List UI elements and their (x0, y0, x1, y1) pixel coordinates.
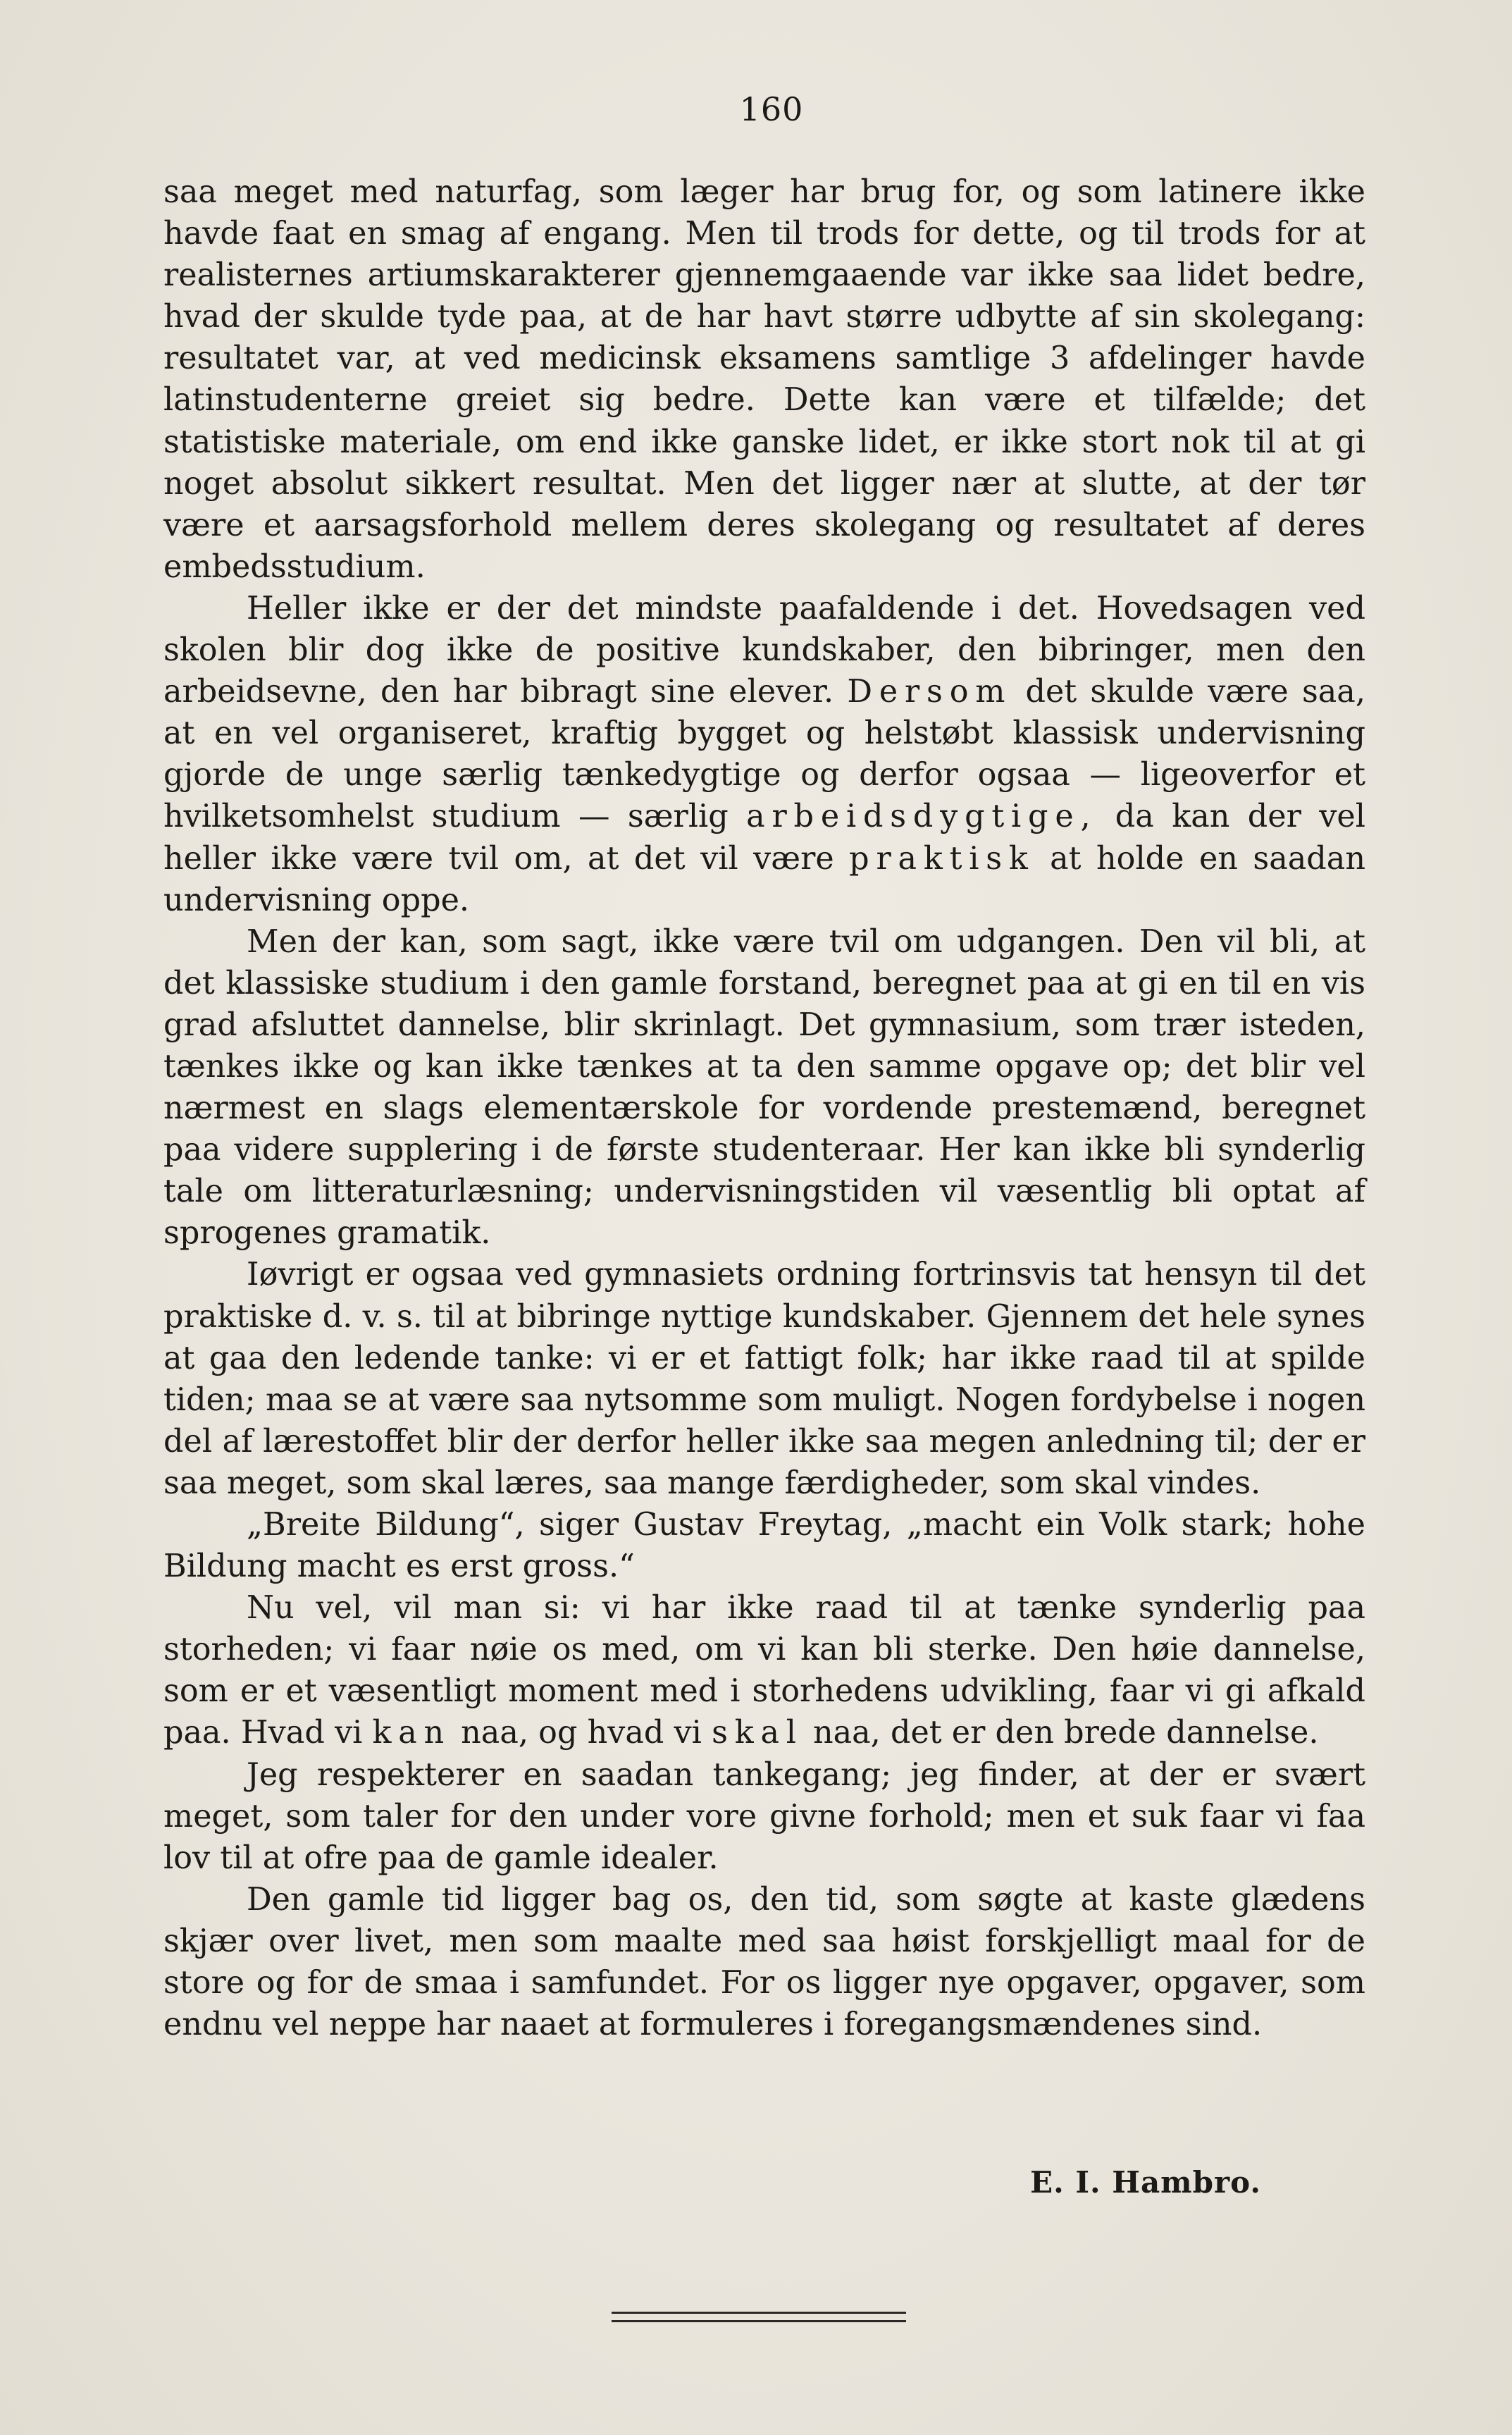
paragraph (163, 921, 1365, 1255)
author-signature: E. I. Hambro. (1030, 2165, 1261, 2200)
paragraph (163, 1504, 1365, 1587)
paragraph (163, 1587, 1365, 1753)
text-run: Den gamle tid ligger bag os, den tid, som søgte at kaste glædens skjær over livet, men som maalte med saa høist forskjelligt maal for de store og for de smaa i samfundet. For os ligger nye opgaver, opgaver, som endnu vel neppe har naaet at formuleres i foregangsmændenes sind. (163, 1881, 1365, 2043)
page-number: 160 (739, 90, 804, 128)
text-run: det skulde være saa, at en vel organiseret, kraftig bygget og helstøbt klassisk undervisning gjorde de unge særlig tænkedygtige og derfor ogsaa — ligeoverfor et hvilketsomhelst studium — særlig (163, 674, 1365, 835)
text-run: Iøvrigt er ogsaa ved gymnasiets ordning fortrinsvis tat hensyn til det praktiske d. v. s. til at bibringe nyttige kundskaber. Gjennem det hele synes at gaa den ledende tanke: vi er et fattigt folk; har ikke raad til at spilde tiden; maa se at være saa nytsomme som muligt. Nogen fordybelse i nogen del af lærestoffet blir der derfor heller ikke saa megen anledning til; der er saa meget, som skal læres, saa mange færdigheder, som skal vindes. (163, 1257, 1365, 1501)
text-run: saa meget med naturfag, som læger har brug for, og som latinere ikke havde faat en smag af engang. Men til trods for dette, og til trods for at realisternes artiumskarakterer gjennemgaaende var ikke saa lidet bedre, hvad der skulde tyde paa, at de har havt større udbytte af sin skolegang: resultatet var, at ved medicinsk eksamens samtlige 3 afdelinger havde latinstudenterne greiet sig bedre. Dette kan være et tilfælde; det statistiske materiale, om end ikke ganske lidet, er ikke stort nok til at gi noget absolut sikkert resultat. Men det ligger nær at slutte, at der tør være et aarsagsforhold mellem deres skolegang og resultatet af deres embedsstudium. (163, 174, 1365, 585)
article-body (163, 171, 1365, 2045)
text-run: Men der kan, som sagt, ikke være tvil om udgangen. Den vil bli, at det klassiske studium i den gamle forstand, beregnet paa at gi en til en vis grad afsluttet dannelse, blir skrinlagt. Det gymnasium, som trær isteden, tænkes ikke og kan ikke tænkes at ta den samme opgave op; det blir vel nærmest en slags elementærskole for vordende prestemænd, beregnet paa videre supplering i de første studenteraar. Her kan ikke bli synderlig tale om litteraturlæsning; undervisningstiden vil væsentlig bli optat af sprogenes gramatik. (163, 923, 1365, 1252)
text-run: naa, det er den brede dannelse. (803, 1715, 1319, 1751)
emphasized-text: arbeidsdygtige, (746, 799, 1098, 835)
paragraph (163, 171, 1365, 588)
text-run: Nu vel, vil man si: vi har ikke raad til at tænke synderlig paa storheden; vi faar nøie os med, om vi kan bli sterke. Den høie dannelse, som er et væsentligt moment med i storhedens udvikling, faar vi gi afkald paa. Hvad vi (163, 1590, 1365, 1751)
paragraph (163, 588, 1365, 921)
paragraph (163, 1754, 1365, 1879)
emphasized-text: kan (372, 1715, 451, 1751)
emphasized-text: skal (712, 1715, 803, 1751)
text-run: naa, og hvad vi (451, 1715, 712, 1751)
emphasized-text: praktisk (849, 840, 1035, 877)
end-double-rule (612, 2312, 906, 2322)
emphasized-text: Dersom (847, 674, 1012, 710)
paragraph (163, 1254, 1365, 1504)
paragraph (163, 1879, 1365, 2045)
text-run: Jeg respekterer en saadan tankegang; jeg finder, at der er svært meget, som taler for den under vore givne forhold; men et suk faar vi faa lov til at ofre paa de gamle idealer. (163, 1756, 1365, 1876)
text-run: da kan der vel heller ikke være tvil om, at det vil være (163, 799, 1365, 877)
text-run: Heller ikke er der det mindste paafaldende i det. Hovedsagen ved skolen blir dog ikke de positive kundskaber, den bibringer, men den arbeidsevne, den har bibragt sine elever. (163, 590, 1365, 710)
text-run: „Breite Bildung“, siger Gustav Freytag, „macht ein Volk stark; hohe Bildung macht es erst gross.“ (163, 1507, 1365, 1585)
text-run: at holde en saadan undervisning oppe. (163, 840, 1365, 918)
